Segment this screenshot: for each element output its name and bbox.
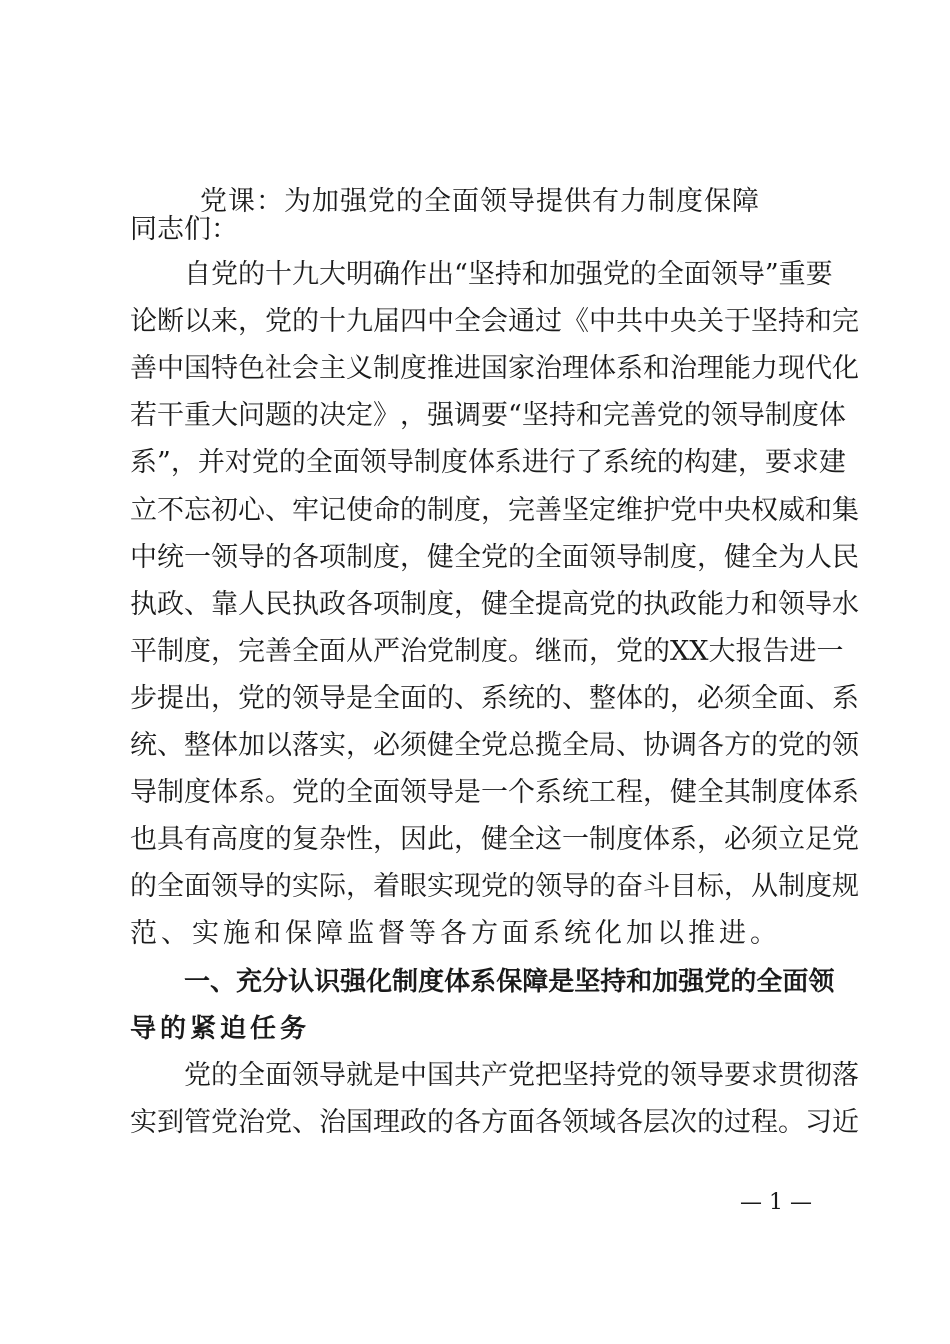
paragraph-line: 步 提 出 ， 党 的 领 导 是 全 面 的 、 系 统 的 、 整 体 的 ， 必 须 全 面 、 系 [130,683,859,714]
paragraph-line: 中 统 一 领 导 的 各 项 制 度 ， 健 全 党 的 全 面 领 导 制 度 ， 健 全 为 人 民 [130,542,859,573]
paragraph-line: 实 到 管 党 治 党 、 治 国 理 政 的 各 方 面 各 领 域 各 层 次 的 过 程 。 习 近 [130,1107,859,1138]
paragraph-line: 若 干 重 大 问 题 的 决 定 》 ， 强 调 要 “ 坚 持 和 完 善 党 的 领 导 制 度 体 [130,400,846,431]
paragraph-line: 的 全 面 领 导 的 实 际 ， 着 眼 实 现 党 的 领 导 的 奋 斗 目 标 ， 从 制 度 规 [130,871,859,902]
paragraph-line: 系 ” ， 并 对 党 的 全 面 领 导 制 度 体 系 进 行 了 系 统 的 构 建 ， 要 求 建 [130,447,846,478]
paragraph-line: 党 的 全 面 领 导 就 是 中 国 共 产 党 把 坚 持 党 的 领 导 要 求 贯 彻 落 [184,1060,859,1091]
paragraph-line: 也 具 有 高 度 的 复 杂 性 ， 因 此 ， 健 全 这 一 制 度 体 系 ， 必 须 立 足 党 [130,824,859,855]
paragraph-line: 自 党 的 十 九 大 明 确 作 出 “ 坚 持 和 加 强 党 的 全 面 领 导 ” 重 要 [184,259,833,290]
paragraph-line: 论 断 以 来 ， 党 的 十 九 届 四 中 全 会 通 过 《 中 共 中 央 关 于 坚 持 和 完 [130,306,859,337]
paragraph-line: 立 不 忘 初 心 、 牢 记 使 命 的 制 度 ， 完 善 坚 定 维 护 党 中 央 权 威 和 集 [130,495,859,526]
salutation: 同志们： [130,214,238,245]
paragraph-line: 范、实施和保障监督等各方面系统化加以推进。 [130,918,781,949]
paragraph-line: 平 制 度 ， 完 善 全 面 从 严 治 党 制 度 。 继 而 ， 党 的 XX 大 报 告 进 一 [130,636,844,667]
section-heading-line: 导的紧迫任务 [130,1014,311,1044]
paragraph-line: 导 制 度 体 系 。 党 的 全 面 领 导 是 一 个 系 统 工 程 ， 健 全 其 制 度 体 系 [130,777,859,808]
section-heading-line: 一 、 充 分 认 识 强 化 制 度 体 系 保 障 是 坚 持 和 加 强 党 的 全 面 领 [184,967,835,997]
page-number: — 1 — [740,1190,812,1215]
paragraph-line: 善 中 国 特 色 社 会 主 义 制 度 推 进 国 家 治 理 体 系 和 治 理 能 力 现 代 化 [130,353,859,384]
paragraph-line: 统 、 整 体 加 以 落 实 ， 必 须 健 全 党 总 揽 全 局 、 协 调 各 方 的 党 的 领 [130,730,859,761]
paragraph-line: 执 政 、 靠 人 民 执 政 各 项 制 度 ， 健 全 提 高 党 的 执 政 能 力 和 领 导 水 [130,589,859,620]
document-title: 党课：为加强党的全面领导提供有力制度保障 [200,186,760,217]
